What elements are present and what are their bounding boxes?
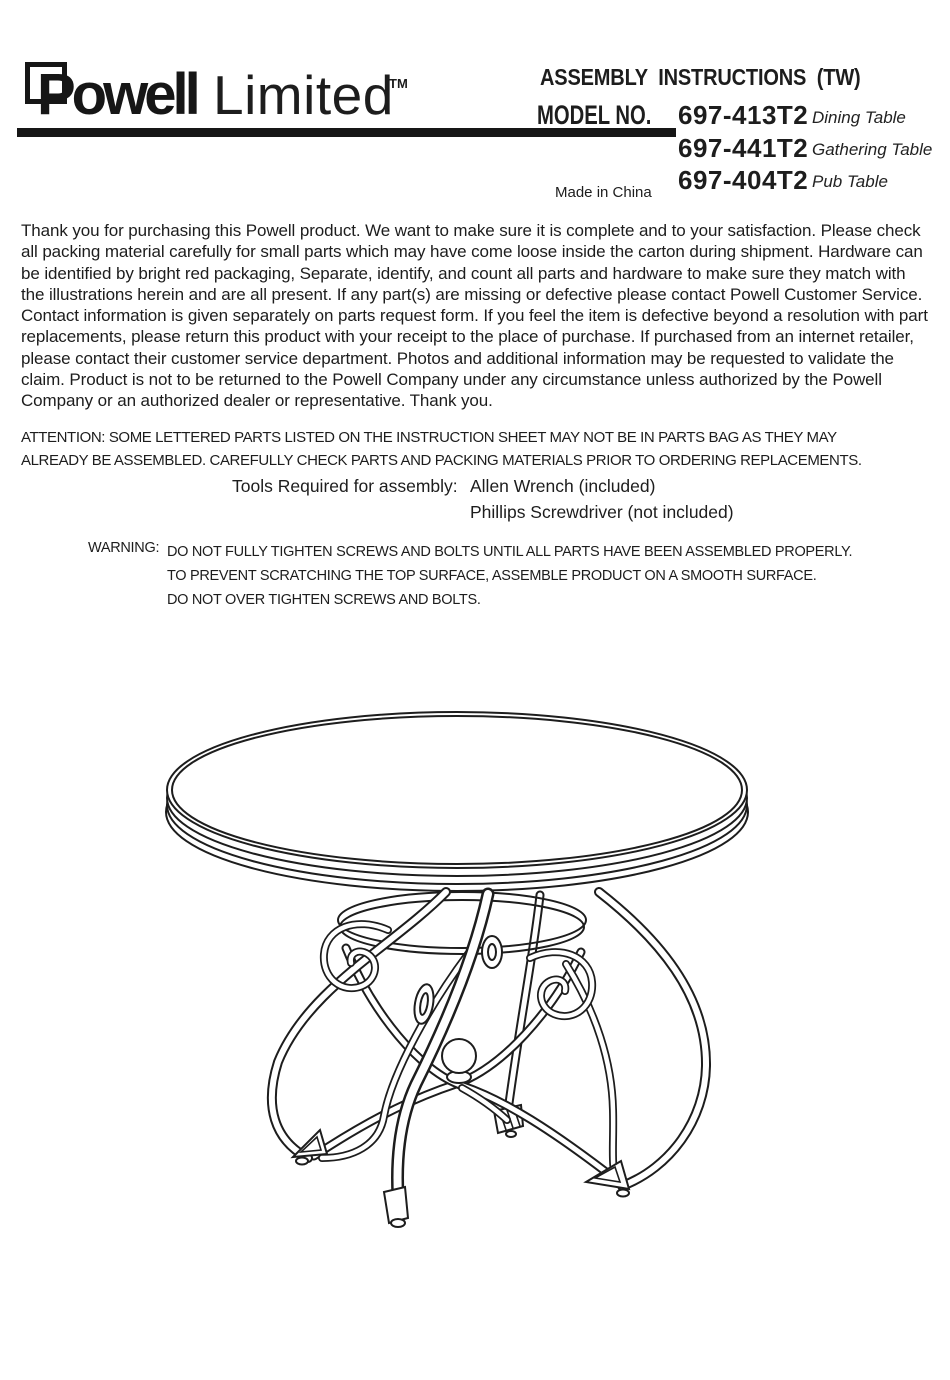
warning-label: WARNING: — [88, 540, 160, 556]
document-title: ASSEMBLY INSTRUCTIONS (TW) — [540, 64, 861, 90]
warning-lines — [167, 540, 852, 612]
leg-eyelet — [412, 983, 437, 1026]
back-leg — [507, 895, 540, 1118]
model-number-pub: 697-404T2 — [678, 165, 809, 195]
right-leg — [566, 892, 706, 1186]
ring-hook — [482, 936, 502, 968]
brand-name-bold: Powell — [37, 62, 197, 127]
tool-item-allen-wrench: Allen Wrench (included) — [470, 476, 656, 496]
tool-item-screwdriver: Phillips Screwdriver (not included) — [470, 502, 734, 522]
warning-line-3: DO NOT OVER TIGHTEN SCREWS AND BOLTS. — [167, 592, 481, 608]
intro-paragraph: Thank you for purchasing this Powell product. We want to make sure it is complete and to your satisfaction. Please check all packing material carefully for small parts which may have come loose inside the carton during shipment. Hardware can be identified by bright red packaging, Separate, identify, and count all parts and hardware to make sure they match with the illustrations herein and are all present. If any part(s) are missing or defective please contact Powell Customer Service. Contact information is given separately on parts request form. If you feel the item is defective beyond a resolution with part replacements, please return this product with your receipt to the place of purchase. If purchased from an internet retailer, please contact their customer service department. Photos and additional information may be requested to validate the claim. Product is not to be returned to the Powell Company under any circumstance unless authorized by the Powell Company or an authorized dealer or representative. Thank you. — [21, 221, 928, 411]
warning-line-2: TO PREVENT SCRATCHING THE TOP SURFACE, ASSEMBLE PRODUCT ON A SMOOTH SURFACE. — [167, 568, 817, 584]
trademark-symbol: TM — [389, 76, 408, 91]
brand-name-light: Limited — [213, 64, 394, 126]
tools-label: Tools Required for assembly: — [232, 476, 458, 496]
warning-line-1: DO NOT FULLY TIGHTEN SCREWS AND BOLTS UNTIL ALL PARTS HAVE BEEN ASSEMBLED PROPERLY. — [167, 544, 853, 560]
front-foot — [384, 1187, 408, 1227]
model-name-dining: Dining Table — [812, 108, 906, 127]
table-top — [166, 712, 748, 891]
model-number-label: MODEL NO. — [537, 100, 652, 130]
right-scroll — [530, 952, 592, 1016]
tools-list — [470, 476, 734, 523]
model-number-dining: 697-413T2 — [678, 100, 809, 130]
center-ball — [442, 1039, 476, 1083]
powell-logo — [17, 52, 437, 132]
model-name-gathering: Gathering Table — [812, 140, 933, 159]
made-in-label: Made in China — [555, 184, 652, 201]
table-illustration — [150, 690, 770, 1250]
model-name-pub: Pub Table — [812, 172, 888, 191]
model-number-gathering: 697-441T2 — [678, 133, 809, 163]
attention-notice: ATTENTION: SOME LETTERED PARTS LISTED ON THE INSTRUCTION SHEET MAY NOT BE IN PARTS BAG AS THEY MAY ALREADY BE ASSEMBLED. CAREFULLY CHECK PARTS AND PACKING MATERIALS PRIOR TO ORDERING REPLACEMENTS. — [21, 429, 862, 469]
